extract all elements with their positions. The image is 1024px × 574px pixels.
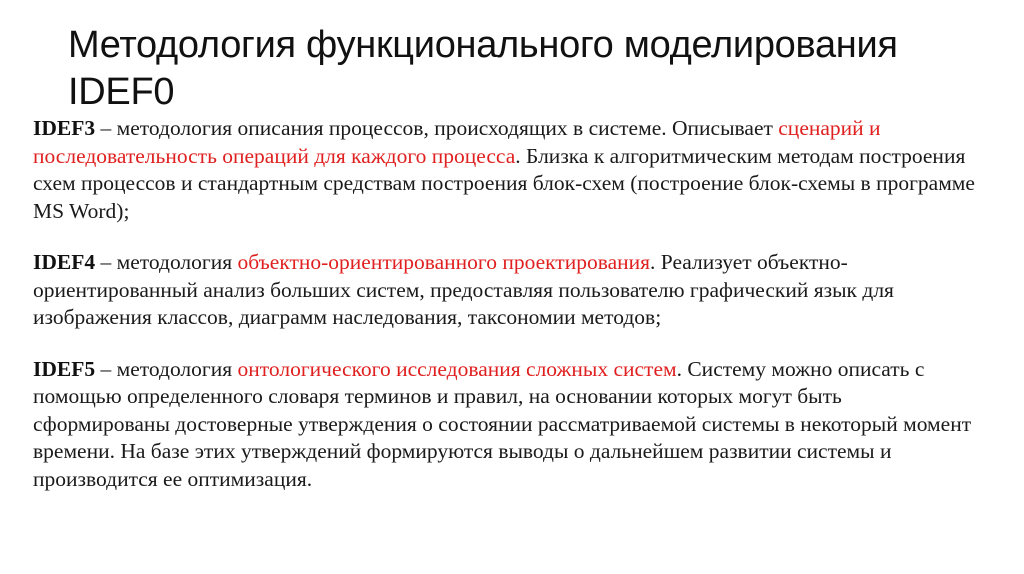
term-idef4: IDEF4 (33, 250, 96, 274)
paragraph-idef3-rest: . Близка к алгоритмическим методам построения схем процессов и стандартным средствам построения блок-схем (построение блок-схемы в программе MS Word); (33, 143, 975, 223)
term-idef5: IDEF5 (33, 356, 96, 381)
slide-title-line-1: Методология функционального моделирования (68, 24, 898, 66)
paragraph-idef5-highlight: онтологического исследования сложных систем (237, 356, 677, 381)
paragraph-idef5-lead: – методология (95, 356, 238, 381)
paragraph-idef3-lead: – методология описания процессов, происходящих в системе. Описывает (95, 116, 779, 140)
paragraph-idef4 (33, 249, 978, 332)
paragraph-idef4-lead: – методология (95, 250, 238, 274)
paragraph-idef3-highlight: сценарий и последовательность операций для каждого процесса (33, 116, 881, 168)
slide-body (33, 115, 978, 493)
paragraph-idef5 (33, 356, 978, 494)
paragraph-idef3 (33, 115, 978, 225)
paragraph-idef5-rest: . Систему можно описать с помощью определенного словаря терминов и правил, на основании которых могут быть сформированы достоверные утверждения о состоянии рассматриваемой системы в некоторый момент времени. На базе этих утверждений формируются выводы о дальнейшем развитии системы и производится ее оптимизация. (33, 356, 972, 491)
paragraph-idef4-rest: . Реализует объектно-ориентированный анализ больших систем, предоставляя пользователю графический язык для изображения классов, диаграмм наследования, таксономии методов; (33, 250, 894, 329)
slide-title (68, 22, 968, 116)
term-idef3: IDEF3 (33, 116, 96, 140)
paragraph-idef4-highlight: объектно-ориентированного проектирования (237, 250, 651, 274)
slide-title-line-2: IDEF0 (68, 71, 175, 113)
